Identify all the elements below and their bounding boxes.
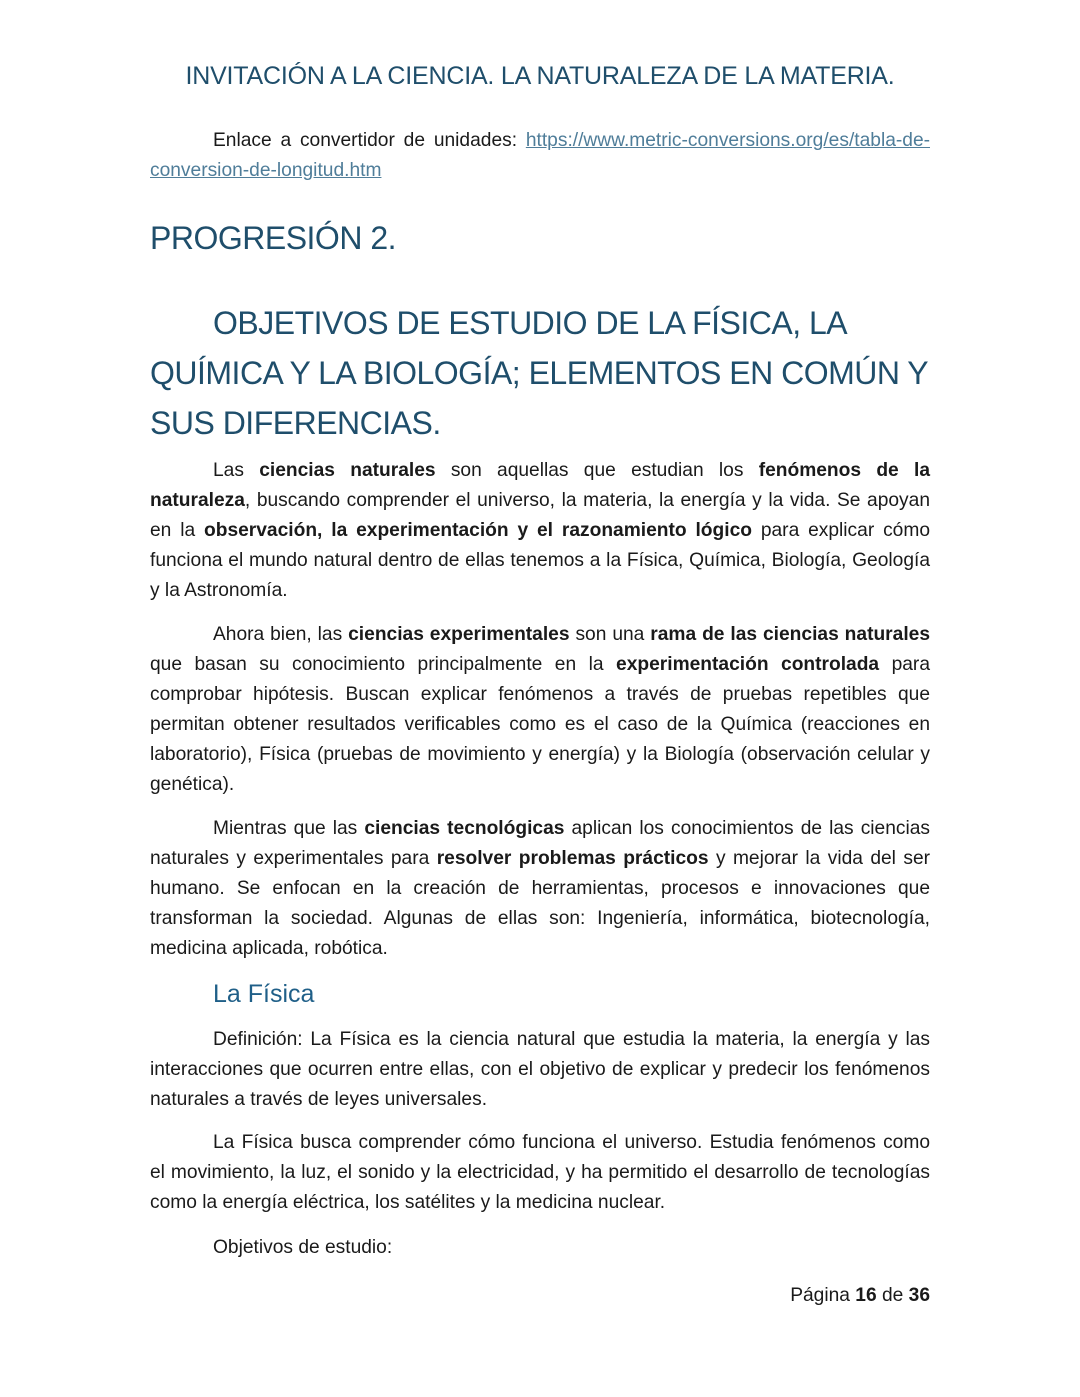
- text: y mejorar la vida del ser humano. Se enfocan en la creación de herramientas, procesos e innovaciones que transforman la sociedad. Algunas de ellas son: Ingeniería, informática, biotecnología, medicina aplicada, robótica.: [150, 848, 931, 959]
- bold-text: observación, la experimentación y el razonamiento lógico: [204, 520, 752, 541]
- objectives-heading: OBJETIVOS DE ESTUDIO DE LA FÍSICA, LA QUÍMICA Y LA BIOLOGÍA; ELEMENTOS EN COMÚN Y SUS DIFERENCIAS.: [150, 305, 928, 441]
- text: Las: [213, 460, 260, 481]
- footer-of: de: [881, 1285, 904, 1306]
- text: para comprobar hipótesis. Buscan explicar fenómenos a través de pruebas repetibles que permitan obtener resultados verificables como es el caso de la Química (reacciones en laboratorio), Física (pruebas de movimiento y energía) y la Biología (observación celular y genética).: [150, 654, 930, 795]
- text: son aquellas que estudian los: [435, 460, 759, 481]
- text: que basan su conocimiento principalmente en la: [150, 654, 617, 675]
- converter-link-paragraph: [150, 126, 930, 186]
- text: aplican los conocimientos de las ciencias naturales y experimentales para: [150, 818, 931, 869]
- bold-text: ciencias tecnológicas: [364, 818, 565, 839]
- objectives-label: Objetivos de estudio:: [213, 1237, 393, 1258]
- bold-text: rama de las ciencias naturales: [650, 624, 930, 645]
- footer-label: Página: [790, 1285, 850, 1306]
- bold-text: fenómenos de la naturaleza: [150, 460, 930, 511]
- progression-title: PROGRESIÓN 2.: [150, 220, 396, 256]
- link-prefix: Enlace a convertidor de unidades:: [213, 130, 526, 151]
- fisica-heading: La Física: [213, 980, 315, 1008]
- technological-sciences-paragraph: [150, 814, 930, 964]
- fisica-description-paragraph: La Física busca comprender cómo funciona el universo. Estudia fenómenos como el movimiento, la luz, el sonido y la electricidad, y ha permitido el desarrollo de tecnologías como la energía eléctrica, los satélites y la medicina nuclear.: [150, 1132, 930, 1213]
- current-page-number: 16: [855, 1285, 877, 1306]
- fisica-definition-paragraph: Definición: La Física es la ciencia natural que estudia la materia, la energía y las interacciones que ocurren entre ellas, con el objetivo de explicar y predecir los fenómenos naturales a través de leyes universales.: [150, 1029, 930, 1110]
- bold-text: ciencias naturales: [259, 460, 436, 481]
- page-number-footer: [790, 1281, 930, 1311]
- bold-text: resolver problemas prácticos: [436, 848, 709, 869]
- text: son una: [569, 624, 651, 645]
- text: , buscando comprender el universo, la materia, la energía y la vida. Se apoyan en la: [150, 490, 930, 541]
- natural-sciences-paragraph: [150, 456, 930, 606]
- experimental-sciences-paragraph: [150, 620, 930, 800]
- text: para explicar cómo funciona el mundo natural dentro de ellas tenemos a la Física, Química, Biología, Geología y la Astronomía.: [150, 520, 930, 601]
- total-pages: 36: [908, 1285, 930, 1306]
- bold-text: ciencias experimentales: [348, 624, 570, 645]
- converter-link[interactable]: https://www.metric-conversions.org/es/tabla-de-conversion-de-longitud.htm: [150, 130, 930, 181]
- page-header-title: INVITACIÓN A LA CIENCIA. LA NATURALEZA DE LA MATERIA.: [185, 62, 895, 90]
- bold-text: experimentación controlada: [616, 654, 880, 675]
- text: Ahora bien, las: [213, 624, 349, 645]
- text: Mientras que las: [213, 818, 365, 839]
